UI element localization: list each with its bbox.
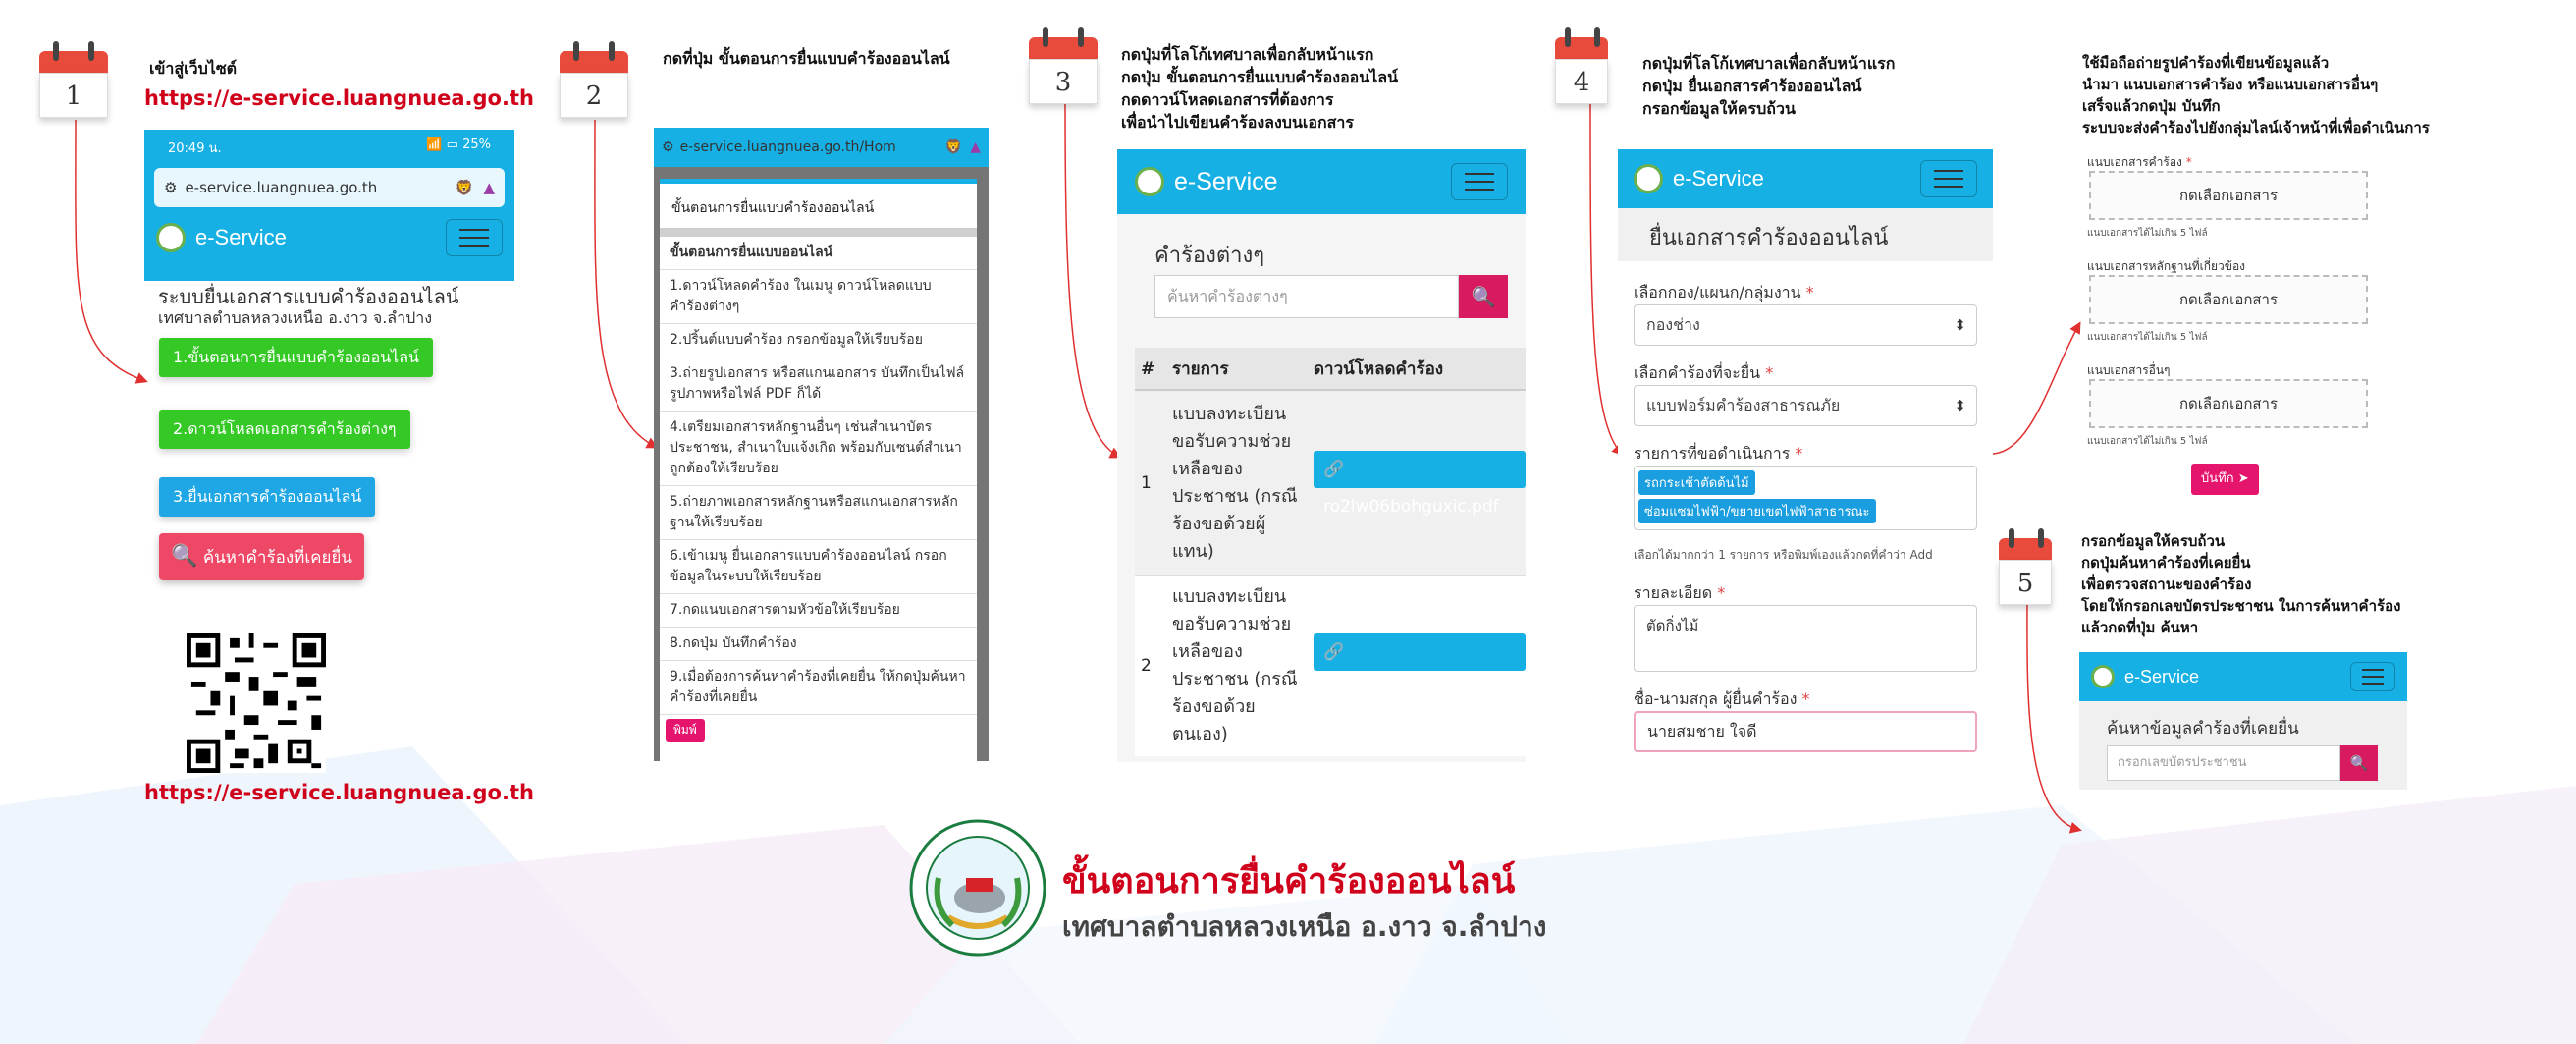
modal-header: ขั้นตอนการยื่นแบบคำร้องออนไลน์ xyxy=(660,184,977,229)
brand-name: e-Service xyxy=(195,225,287,249)
upload-label: แนบเอกสารคำร้อง * xyxy=(2087,155,2192,169)
list-item: 8.กดปุ่ม บันทึกคำร้อง xyxy=(660,628,977,661)
step-4-caption: กดปุ่มที่โลโก้เทศบาลเพื่อกลับหน้าแรก กดปุ่ม ยื่นเอกสารคำร้องออนไลน์ กรอกข้อมูลให้ครบถ้วน xyxy=(1642,54,1896,118)
navbar: e-Service xyxy=(2079,652,2407,701)
page-title: ค้นหาข้อมูลคำร้องที่เคยยื่น xyxy=(2107,719,2299,739)
brave-icon[interactable]: 🦁 xyxy=(944,139,963,155)
search-button[interactable] xyxy=(1459,275,1508,318)
download-pdf-button[interactable]: 🔗 ro2lw06bohguxic.pdf xyxy=(1314,451,1526,488)
triangle-icon[interactable]: ▲ xyxy=(483,179,495,196)
footer-subtitle: เทศบาลตำบลหลวงเหนือ อ.งาว จ.ลำปาง xyxy=(1062,910,1547,943)
hamburger-menu-icon[interactable] xyxy=(2350,662,2395,691)
items-tag-input[interactable] xyxy=(1634,466,1977,530)
website-url-top[interactable]: https://e-service.luangnuea.go.th xyxy=(144,86,534,110)
hamburger-menu-icon[interactable] xyxy=(1920,160,1977,197)
search-icon: 🔍 xyxy=(1471,285,1496,308)
id-card-input[interactable]: กรอกเลขบัตรประชาชน xyxy=(2107,745,2340,781)
list-item: 2.ปริ้นต์แบบคำร้อง กรอกข้อมูลให้เรียบร้อย xyxy=(660,324,977,357)
calendar-step-2-icon: 2 xyxy=(560,41,628,118)
municipality-logo-icon[interactable] xyxy=(1634,164,1663,193)
upload-label: แนบเอกสารหลักฐานที่เกี่ยวข้อง xyxy=(2087,259,2246,273)
page-title: คำร้องต่างๆ xyxy=(1154,244,1265,268)
search-icon: 🔍 xyxy=(171,544,198,569)
dept-label: เลือกกอง/แผนก/กลุ่มงาน * xyxy=(1634,283,1814,302)
status-time: 20:49 น. xyxy=(168,141,222,156)
search-previous-button[interactable]: 🔍 ค้นหาคำร้องที่เคยยื่น xyxy=(159,533,364,580)
send-icon: ➤ xyxy=(2237,471,2249,486)
triangle-icon[interactable]: ▲ xyxy=(970,139,981,155)
phone-4-submit xyxy=(1618,149,1993,758)
form-select[interactable]: แบบฟอร์มคำร้องสาธารณภัย ⬍ xyxy=(1634,385,1977,426)
tag-chip[interactable]: ซ่อมแซมไฟฟ้า/ขยายเขตไฟฟ้าสาธารณะ xyxy=(1638,499,1876,523)
footer-title: ขั้นตอนการยื่นคำร้องออนไลน์ xyxy=(1062,861,1516,902)
download-pdf-button[interactable]: 🔗 jpy36u0mbl1qxf7.pdf xyxy=(1314,633,1526,671)
phone-2-steps xyxy=(654,128,989,761)
detail-textarea[interactable]: ตัดกิ่งไม้ xyxy=(1634,605,1977,672)
items-hint: เลือกได้มากกว่า 1 รายการ หรือพิมพ์เองแล้วกดที่คำว่า Add xyxy=(1634,548,1933,562)
search-bar xyxy=(2107,745,2378,781)
table-row: 1 แบบลงทะเบียนขอรับความช่วยเหลือของประชาชน (กรณีร้องขอด้วยผู้แทน) 🔗 ro2lw06bohguxic.pdf xyxy=(1135,391,1526,576)
municipality-seal-icon xyxy=(909,819,1046,957)
hamburger-menu-icon[interactable] xyxy=(1451,163,1508,200)
calendar-step-5-icon: 5 xyxy=(1999,528,2067,605)
step-3-caption: กดปุ่มที่โลโก้เทศบาลเพื่อกลับหน้าแรก กดปุ่ม ขั้นตอนการยื่นแบบคำร้องออนไลน์ กดดาวน์โหลดเอกสารที่ต้องการ เพื่อนำไปเขียนคำร้องลงบนเอกสาร xyxy=(1121,45,1399,132)
navbar: e-Service xyxy=(1618,149,1993,208)
page-title: ยื่นเอกสารคำร้องออนไลน์ xyxy=(1618,208,1993,261)
detail-label: รายละเอียด * xyxy=(1634,583,1726,602)
upload-form xyxy=(2087,153,2372,507)
upload-hint: แนบเอกสารได้ไม่เกิน 5 ไฟล์ xyxy=(2087,332,2208,343)
upload-caption: ใช้มือถือถ่ายรูปคำร้องที่เขียนข้อมูลแล้ว นำมา แนบเอกสารคำร้อง หรือแนบเอกสารอื่นๆ เสร็จแล้วกดปุ่ม บันทึก ระบบจะส่งคำร้องไปยังกลุ่มไลน์เจ้าหน้าที่เพื่อดำเนินการ xyxy=(2082,54,2430,137)
step-1-caption: เข้าสู่เว็บไซต์ xyxy=(149,59,238,78)
print-button[interactable]: พิมพ์ xyxy=(666,719,705,742)
search-button[interactable] xyxy=(2340,745,2378,781)
table-header: # รายการ ดาวน์โหลดคำร้อง xyxy=(1135,348,1526,391)
list-item: 5.ถ่ายภาพเอกสารหลักฐานหรือสแกนเอกสารหลักฐานให้เรียบร้อย xyxy=(660,486,977,540)
choose-file-button[interactable]: กดเลือกเอกสาร xyxy=(2089,171,2368,220)
name-input[interactable]: นายสมชาย ใจดี xyxy=(1634,711,1977,752)
list-item: 4.เตรียมเอกสารหลักฐานอื่นๆ เช่นสำเนาบัตรประชาชน, สำเนาใบแจ้งเกิด พร้อมกับเซนต์สำเนาถูกต้องให้เรียบร้อย xyxy=(660,412,977,486)
items-label: รายการที่ขอดำเนินการ * xyxy=(1634,444,1803,463)
search-icon: 🔍 xyxy=(2349,754,2369,772)
table-row: 2 แบบลงทะเบียนขอรับความช่วยเหลือของประชาชน (กรณีร้องขอด้วยตนเอง) 🔗 jpy36u0mbl1qxf7.pdf xyxy=(1135,576,1526,756)
org-name: เทศบาลตำบลหลวงเหนือ อ.งาว จ.ลำปาง xyxy=(158,308,433,327)
tune-icon: ⚙ xyxy=(164,179,178,196)
municipality-logo-icon[interactable] xyxy=(156,223,186,252)
list-item: 9.เมื่อต้องการค้นหาคำร้องที่เคยยื่น ให้กดปุ่มค้นหาคำร้องที่เคยยื่น xyxy=(660,661,977,715)
tag-chip[interactable]: รถกระเช้าตัดต้นไม้ xyxy=(1638,470,1755,495)
choose-file-button[interactable]: กดเลือกเอกสาร xyxy=(2089,275,2368,324)
calendar-step-1-icon: 1 xyxy=(39,41,108,118)
dept-select[interactable]: กองช่าง ⬍ xyxy=(1634,304,1977,346)
download-forms-button[interactable]: 2.ดาวน์โหลดเอกสารคำร้องต่างๆ xyxy=(159,410,410,449)
phone-1-header xyxy=(144,130,514,281)
hamburger-menu-icon[interactable] xyxy=(446,219,503,256)
submit-online-button[interactable]: 3.ยื่นเอกสารคำร้องออนไลน์ xyxy=(159,477,375,517)
municipality-logo-icon[interactable] xyxy=(2091,665,2115,688)
step-guide-button[interactable]: 1.ขั้นตอนการยื่นแบบคำร้องออนไลน์ xyxy=(159,338,433,377)
phone-5-search xyxy=(2079,652,2407,790)
name-label: ชื่อ-นามสกุล ผู้ยื่นคำร้อง * xyxy=(1634,689,1810,708)
save-button[interactable]: บันทึก ➤ xyxy=(2191,464,2259,495)
municipality-logo-icon[interactable] xyxy=(1135,167,1164,196)
navbar: e-Service xyxy=(1117,149,1526,214)
upload-label: แนบเอกสารอื่นๆ xyxy=(2087,363,2171,377)
upload-hint: แนบเอกสารได้ไม่เกิน 5 ไฟล์ xyxy=(2087,228,2208,239)
list-item: 1.ดาวน์โหลดคำร้อง ในเมนู ดาวน์โหลดแบบคำร้องต่างๆ xyxy=(660,270,977,324)
search-input[interactable]: ค้นหาคำร้องต่างๆ xyxy=(1154,275,1459,318)
system-title: ระบบยื่นเอกสารแบบคำร้องออนไลน์ xyxy=(158,285,459,308)
search-bar xyxy=(1154,275,1508,318)
qr-code-icon xyxy=(187,633,326,773)
tune-icon: ⚙ xyxy=(662,139,674,155)
step-5-caption: กรอกข้อมูลให้ครบถ้วน กดปุ่มค้นหาคำร้องที่เคยยื่น เพื่อตรวจสถานะของคำร้อง โดยให้กรอกเลขบัตรประชาชน ในการค้นหาคำร้อง แล้วกดที่ปุ่ม ค้นหา xyxy=(2081,532,2401,636)
list-item: 3.ถ่ายรูปเอกสาร หรือสแกนเอกสาร บันทึกเป็นไฟล์รูปภาพหรือไฟล์ PDF ก็ได้ xyxy=(660,357,977,412)
website-url-bottom[interactable]: https://e-service.luangnuea.go.th xyxy=(144,781,534,804)
forms-table xyxy=(1135,348,1526,756)
form-label: เลือกคำร้องที่จะยื่น * xyxy=(1634,363,1774,382)
calendar-step-3-icon: 3 xyxy=(1029,27,1098,104)
address-bar-2[interactable]: ⚙ e-service.luangnuea.go.th/Hom 🦁 ▲ xyxy=(654,128,989,167)
status-battery: 📶 ▭ 25% xyxy=(426,137,491,152)
list-item: 6.เข้าเมนู ยื่นเอกสารแบบคำร้องออนไลน์ กรอกข้อมูลในระบบให้เรียบร้อย xyxy=(660,540,977,594)
brave-icon[interactable]: 🦁 xyxy=(455,179,474,196)
phone-3-forms xyxy=(1117,149,1526,762)
calendar-step-4-icon: 4 xyxy=(1555,27,1624,104)
list-title: ขั้นตอนการยื่นแบบออนไลน์ xyxy=(660,237,977,270)
choose-file-button[interactable]: กดเลือกเอกสาร xyxy=(2089,379,2368,428)
address-bar[interactable]: ⚙ e-service.luangnuea.go.th 🦁 ▲ xyxy=(154,168,505,207)
upload-hint: แนบเอกสารได้ไม่เกิน 5 ไฟล์ xyxy=(2087,436,2208,447)
navbar xyxy=(144,209,514,266)
step-2-caption: กดที่ปุ่ม ขั้นตอนการยื่นแบบคำร้องออนไลน์ xyxy=(663,49,950,68)
list-item: 7.กดแนบเอกสารตามหัวข้อให้เรียบร้อย xyxy=(660,594,977,628)
